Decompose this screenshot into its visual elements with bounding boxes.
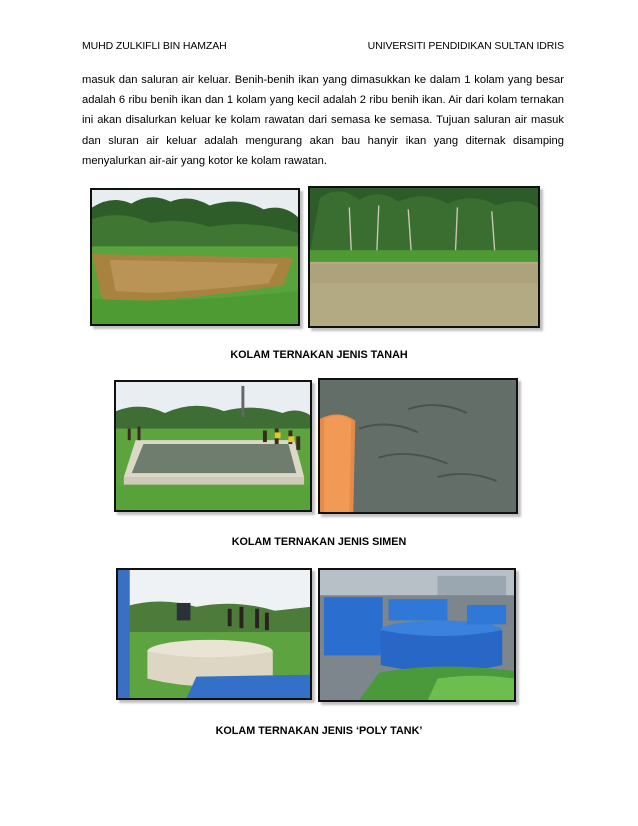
header-institution: UNIVERSITI PENDIDIKAN SULTAN IDRIS bbox=[367, 40, 564, 52]
photo-poly-tank-1 bbox=[116, 568, 312, 700]
photo-poly-tank-2 bbox=[318, 568, 516, 702]
photo-cement-pond-2 bbox=[318, 378, 518, 514]
photo-cement-pond-1 bbox=[114, 380, 312, 512]
body-text bbox=[82, 70, 564, 171]
caption-poly-tank: KOLAM TERNAKAN JENIS ‘POLY TANK’ bbox=[215, 725, 423, 737]
caption-cement-pond: KOLAM TERNAKAN JENIS SIMEN bbox=[231, 536, 407, 548]
caption-earth-pond: KOLAM TERNAKAN JENIS TANAH bbox=[230, 349, 408, 361]
header-author: MUHD ZULKIFLI BIN HAMZAH bbox=[82, 40, 227, 52]
photo-earth-pond-1 bbox=[90, 188, 300, 326]
photo-earth-pond-2 bbox=[308, 186, 540, 328]
body-paragraph: masuk dan saluran air keluar. Benih-benih ikan yang dimasukkan ke dalam 1 kolam yang besar adalah 6 ribu benih ikan dan 1 kolam yang kecil adalah 2 ribu benih ikan. Air dari kolam ternakan ini akan disalurkan keluar ke kolam rawatan dari semasa ke semasa. Tujuan saluran air masuk dan sluran air keluar adalah mengurang akan bau hanyir ikan yang diternak disamping menyalurkan air-air yang kotor ke kolam rawatan. bbox=[82, 74, 564, 167]
